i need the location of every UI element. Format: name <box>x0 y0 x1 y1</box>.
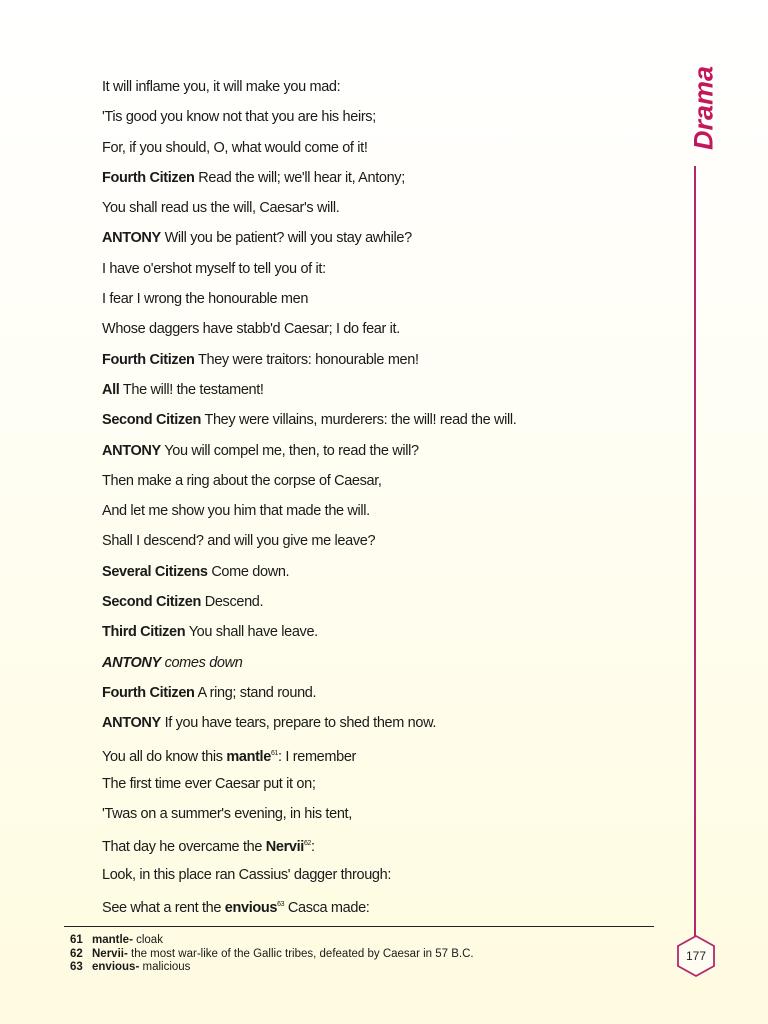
footnote <box>70 961 474 975</box>
line-text: 'Twas on a summer's evening, in his tent, <box>102 806 352 823</box>
play-line <box>102 739 662 769</box>
footnote-term: Nervii- <box>92 947 128 960</box>
footnote-term: envious- <box>92 961 140 973</box>
line-text: And let me show you him that made the will. <box>102 503 370 520</box>
play-line <box>102 223 662 253</box>
line-text: They were traitors: honourable men! <box>197 351 419 368</box>
line-text: Descend. <box>204 594 264 611</box>
speaker-name: Second Citizen <box>102 412 202 429</box>
section-title: Drama <box>688 65 719 151</box>
play-line <box>102 284 662 314</box>
line-text: See what a rent the <box>102 900 225 917</box>
page-number-badge <box>674 934 718 978</box>
speaker-name: Fourth Citizen <box>102 351 195 368</box>
line-text: Whose daggers have stabb'd Caesar; I do fear it. <box>102 321 400 338</box>
line-text: The will! the testament! <box>122 381 264 398</box>
line-text: For, if you should, O, what would come of it! <box>102 139 368 156</box>
line-text: I have o'ershot myself to tell you of it: <box>102 260 326 277</box>
line-text: A ring; stand round. <box>197 684 317 701</box>
footnote <box>70 948 474 962</box>
line-text: Will you be patient? will you stay awhile? <box>164 230 412 247</box>
footnote-number: 61 <box>70 934 83 946</box>
play-line <box>102 890 662 920</box>
play-line <box>102 405 662 435</box>
footnotes <box>70 934 474 975</box>
play-line <box>102 72 662 102</box>
line-text: : <box>311 839 315 856</box>
play-line <box>102 769 662 799</box>
glossed-term: envious <box>224 900 278 917</box>
play-line <box>102 860 662 890</box>
speaker-name: ANTONY <box>102 230 161 247</box>
line-text: Then make a ring about the corpse of Caesar, <box>102 472 382 489</box>
speaker-name: Second Citizen <box>102 594 202 611</box>
glossed-term: mantle <box>226 748 271 765</box>
play-text <box>102 72 662 920</box>
line-text: The first time ever Caesar put it on; <box>102 775 316 792</box>
line-text: You all do know this <box>102 748 227 765</box>
page-number: 177 <box>685 949 707 963</box>
line-text: Shall I descend? and will you give me leave? <box>102 533 376 550</box>
line-text: They were villains, murderers: the will! read the will. <box>204 412 517 429</box>
play-line <box>102 799 662 829</box>
line-text: Come down. <box>211 563 290 580</box>
line-text: You shall read us the will, Caesar's will. <box>102 200 340 217</box>
play-line <box>102 436 662 466</box>
speaker-name: All <box>102 381 120 398</box>
line-text: Casca made: <box>284 900 370 917</box>
line-text: You shall have leave. <box>188 624 318 641</box>
speaker-name: ANTONY <box>102 715 161 732</box>
play-line <box>102 678 662 708</box>
line-text: That day he overcame the <box>102 839 266 856</box>
glossed-term: Nervii <box>265 839 304 856</box>
play-line <box>102 254 662 284</box>
line-text: I fear I wrong the honourable men <box>102 291 309 308</box>
footnote-ref: 61 <box>270 749 279 757</box>
line-text: It will inflame you, it will make you mad: <box>102 79 341 95</box>
speaker-name: ANTONY <box>102 654 161 671</box>
footnote-definition: malicious <box>142 961 191 973</box>
speaker-name: Third Citizen <box>102 624 186 641</box>
line-text: Read the will; we'll hear it, Antony; <box>198 169 405 186</box>
play-line <box>102 466 662 496</box>
footnote-number: 63 <box>70 961 83 973</box>
footnote-divider <box>64 926 654 927</box>
play-line <box>102 496 662 526</box>
play-line <box>102 829 662 859</box>
speaker-name: Fourth Citizen <box>102 684 195 701</box>
footnote-definition: cloak <box>136 934 163 946</box>
play-line <box>102 708 662 738</box>
speaker-name: Fourth Citizen <box>102 169 195 186</box>
footnote <box>70 934 474 948</box>
footnote-definition: the most war-like of the Gallic tribes, defeated by Caesar in 57 B.C. <box>131 947 474 960</box>
play-line <box>102 526 662 556</box>
play-line <box>102 375 662 405</box>
side-rule <box>694 166 696 936</box>
footnote-term: mantle- <box>92 934 133 946</box>
line-text: You will compel me, then, to read the will? <box>164 442 419 459</box>
play-line <box>102 345 662 375</box>
play-line <box>102 163 662 193</box>
line-text: : I remember <box>278 748 357 765</box>
play-line <box>102 133 662 163</box>
play-line <box>102 102 662 132</box>
speaker-name: ANTONY <box>102 442 161 459</box>
line-text: comes down <box>164 654 243 671</box>
play-line <box>102 587 662 617</box>
play-line <box>102 617 662 647</box>
play-line <box>102 557 662 587</box>
play-line <box>102 648 662 678</box>
play-line <box>102 314 662 344</box>
footnote-ref: 63 <box>277 901 285 909</box>
footnote-number: 62 <box>70 947 83 960</box>
line-text: If you have tears, prepare to shed them now. <box>164 715 437 732</box>
line-text: 'Tis good you know not that you are his heirs; <box>102 109 376 126</box>
speaker-name: Several Citizens <box>102 563 208 580</box>
footnote-ref: 62 <box>303 840 312 848</box>
line-text: Look, in this place ran Cassius' dagger through: <box>102 866 392 883</box>
play-line <box>102 193 662 223</box>
